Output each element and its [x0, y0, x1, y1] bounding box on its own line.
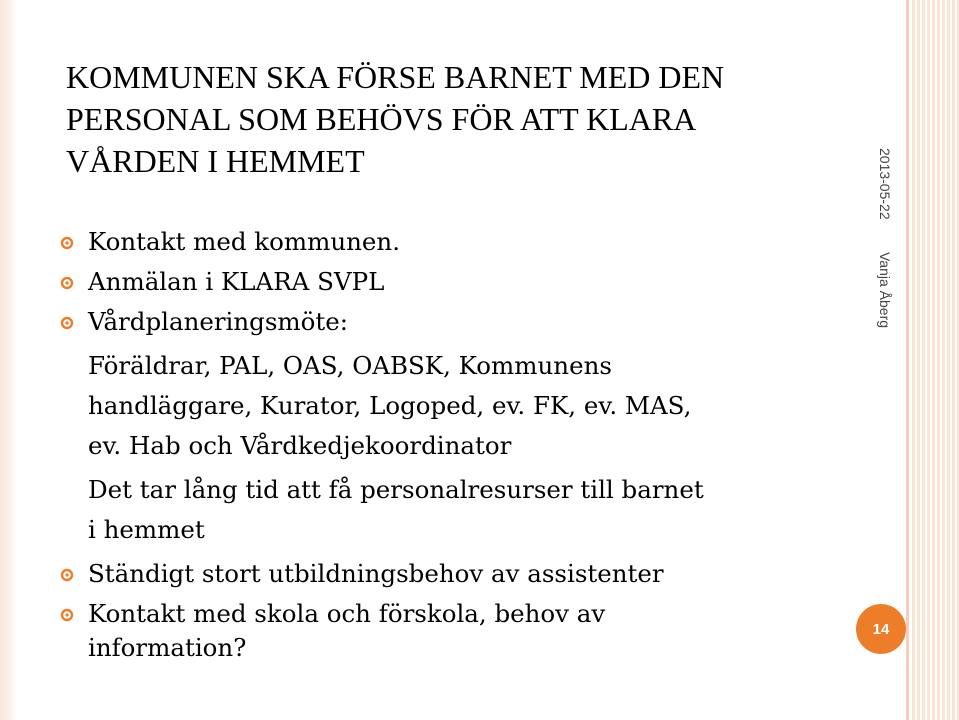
- title-line-2: PERSONAL SOM BEHÖVS FÖR ATT KLARA: [66, 101, 697, 137]
- sub-line: information?: [88, 633, 247, 662]
- sub-line: Det tar lång tid att få personalresurser till barnet: [88, 475, 704, 504]
- sub-paragraph-participants: [60, 346, 840, 466]
- bullet-item: [60, 262, 840, 302]
- left-decorative-stripe: [0, 0, 16, 720]
- bullet-text: Kontakt med skola och förskola, behov av: [88, 599, 606, 628]
- bullet-text: Anmälan i KLARA SVPL: [88, 267, 385, 296]
- slide-title: [66, 56, 866, 182]
- gear-bullet-icon: [60, 568, 74, 582]
- side-footer-svg: [874, 148, 904, 348]
- gear-bullet-icon: [60, 236, 74, 250]
- bullet-item: [60, 554, 840, 594]
- page-number: 14: [872, 620, 890, 638]
- bullet-continuation: [60, 628, 840, 668]
- title-line-3: VÅRDEN I HEMMET: [66, 143, 365, 179]
- side-date: 2013-05-22: [877, 148, 893, 220]
- sub-line: ev. Hab och Vårdkedjekoordinator: [88, 431, 512, 460]
- right-decorative-panel: [912, 0, 959, 720]
- title-line-1: KOMMUNEN SKA FÖRSE BARNET MED DEN: [66, 59, 725, 95]
- page-number-badge: [856, 604, 906, 654]
- bullet-item: [60, 594, 840, 634]
- sub-line: handläggare, Kurator, Logoped, ev. FK, ev. MAS,: [88, 391, 692, 420]
- right-decorative-line: [906, 0, 909, 720]
- bullet-text: Vårdplaneringsmöte:: [88, 307, 349, 336]
- side-footer: [874, 148, 904, 348]
- bullet-text: Ständigt stort utbildningsbehov av assistenter: [88, 559, 664, 588]
- side-author: Vanja Åberg: [877, 252, 893, 329]
- sub-line: i hemmet: [88, 515, 205, 544]
- bullet-item: [60, 302, 840, 342]
- bullet-item: [60, 222, 840, 262]
- gear-bullet-icon: [60, 316, 74, 330]
- slide-content: [60, 222, 840, 668]
- bullet-text: Kontakt med kommunen.: [88, 227, 400, 256]
- sub-paragraph-resources: [60, 470, 840, 550]
- sub-line: Föräldrar, PAL, OAS, OABSK, Kommunens: [88, 351, 612, 380]
- gear-bullet-icon: [60, 608, 74, 622]
- gear-bullet-icon: [60, 276, 74, 290]
